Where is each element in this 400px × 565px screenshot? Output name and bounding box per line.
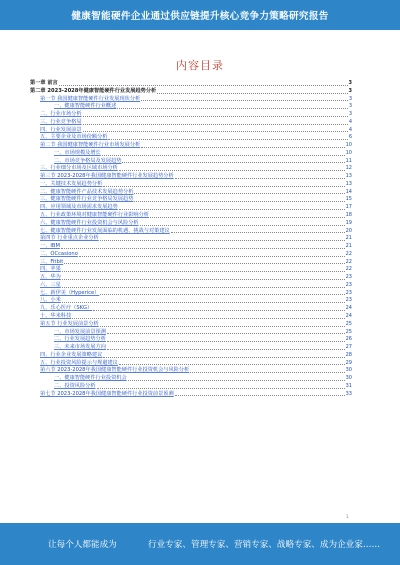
toc-leader-dots — [64, 262, 344, 264]
toc-entry-page: 4 — [348, 118, 352, 125]
toc-leader-dots — [175, 394, 345, 396]
toc-entry-title[interactable]: 一、健康智能硬件行业概述 — [54, 103, 117, 110]
toc-entry-page: 12 — [345, 165, 352, 172]
toc-leader-dots — [107, 332, 345, 334]
toc-leader-dots — [79, 255, 345, 257]
toc-entry-page: 3 — [348, 95, 352, 102]
toc-leader-dots — [83, 123, 348, 125]
toc-entry-title[interactable]: 三、Fitbit — [40, 258, 64, 265]
toc-entry-title[interactable]: 二、健康智能硬件产品技术发展趋势分析 — [40, 188, 134, 195]
toc-leader-dots — [83, 115, 348, 117]
toc-entry-title[interactable]: 第四节 行业重点企业分析 — [40, 235, 99, 242]
toc-leader-dots — [119, 169, 345, 171]
toc-entry-title[interactable]: 第三节 2023-2028年我国健康智能硬件行业发展趋势分析 — [40, 173, 174, 180]
toc-entry[interactable] — [30, 134, 352, 142]
toc-entry-title[interactable]: 二、行业市场分析 — [40, 111, 82, 118]
toc-leader-dots — [83, 130, 348, 132]
toc-entry-page: 22 — [345, 250, 352, 257]
toc-entry[interactable] — [30, 173, 352, 181]
toc-entry-title[interactable]: 九、乐心医疗（SKG） — [40, 305, 93, 312]
toc-entry-title[interactable]: 三、未来市场发展方向 — [54, 344, 106, 351]
toc-leader-dots — [117, 107, 348, 109]
toc-leader-dots — [134, 200, 344, 202]
toc-entry-page: 29 — [345, 359, 352, 366]
toc-entry[interactable] — [30, 220, 352, 228]
toc-entry-title[interactable]: 第二章 2023-2028年健康智能硬件行业发展趋势分析 — [30, 87, 157, 94]
toc-entry-page: 23 — [345, 289, 352, 296]
toc-entry[interactable] — [30, 305, 352, 313]
toc-entry-title[interactable]: 二、行业发展趋势分析 — [54, 336, 106, 343]
toc-leader-dots — [59, 84, 348, 86]
toc-entry-page: 23 — [345, 281, 352, 288]
toc-leader-dots — [72, 317, 344, 319]
toc-entry[interactable] — [30, 274, 352, 282]
toc-entry-page: 26 — [345, 336, 352, 343]
toc-entry[interactable] — [30, 119, 352, 127]
toc-entry-page: 28 — [345, 351, 352, 358]
toc-entry[interactable] — [30, 88, 352, 96]
toc-leader-dots — [62, 270, 345, 272]
toc-entry-page: 15 — [345, 196, 352, 203]
toc-entry[interactable] — [30, 111, 352, 119]
toc-entry[interactable] — [30, 336, 352, 344]
toc-entry-title[interactable]: 第二节 我国健康智能硬件行业市场发展分析 — [40, 142, 141, 149]
toc-entry-title[interactable]: 一、市场规模及增长 — [54, 149, 101, 156]
toc-entry-page: 24 — [345, 305, 352, 312]
toc-leader-dots — [108, 138, 347, 140]
toc-entry-page: 20 — [345, 227, 352, 234]
toc-entry[interactable] — [30, 235, 352, 243]
toc-entry-title[interactable]: 第五节 行业发展前景分析 — [40, 320, 99, 327]
toc-entry-page: 25 — [345, 328, 352, 335]
toc-entry-title[interactable]: 四、行业发展前景 — [40, 126, 82, 133]
toc-leader-dots — [150, 216, 345, 218]
toc-entry-title[interactable]: 七、健康智能硬件行业发展面临的机遇、挑战与对策建议 — [40, 227, 170, 234]
toc-entry-title[interactable]: 六、三星 — [40, 281, 61, 288]
toc-entry-page: 18 — [345, 212, 352, 219]
toc-entry-title[interactable]: 第一章 前言 — [30, 80, 58, 86]
toc-entry-title[interactable]: 二、市场竞争格局及发展趋势 — [54, 157, 122, 164]
toc-title: 内容目录 — [176, 59, 224, 72]
toc-entry-page: 17 — [345, 204, 352, 211]
toc-leader-dots — [128, 379, 345, 381]
toc-leader-dots — [100, 293, 344, 295]
toc-entry-page: 25 — [345, 320, 352, 327]
toc-leader-dots — [61, 247, 345, 249]
toc-entry-page: 23 — [345, 297, 352, 304]
toc-entry-page: 11 — [345, 157, 352, 164]
toc-entry-title[interactable]: 五、行业投资风险提示与规避建议 — [40, 359, 118, 366]
toc-entry[interactable] — [30, 352, 352, 360]
toc-entry-title[interactable]: 一、市场发展前景预测 — [54, 328, 106, 335]
toc-entry-title[interactable]: 二、OCcasiono — [40, 250, 78, 257]
toc-entry-title[interactable]: 一、关键技术发展趋势分析 — [40, 180, 103, 187]
page-number: 1 — [346, 514, 349, 519]
toc-entry-title[interactable]: 一、IBM — [40, 243, 60, 250]
toc-entry[interactable] — [30, 391, 352, 399]
toc-entry-title[interactable]: 第七节 2023-2028年我国健康智能硬件行业投资前景预测 — [40, 390, 174, 397]
toc-leader-dots — [62, 301, 345, 303]
toc-leader-dots — [157, 92, 347, 94]
toc-leader-dots — [103, 356, 344, 358]
report-title: 健康智能硬件企业通过供应链提升核心竞争力策略研究报告 — [71, 11, 329, 22]
toc-entry-page: 19 — [345, 219, 352, 226]
toc-entry[interactable] — [30, 383, 352, 391]
toc-entry-page: 13 — [345, 173, 352, 180]
toc-entry-title[interactable]: 三、行业细分市场及区域市场分析 — [40, 165, 118, 172]
toc-entry-page: 10 — [345, 142, 352, 149]
toc-entry-page: 22 — [345, 258, 352, 265]
toc-entry-page: 10 — [345, 149, 352, 156]
toc-entry[interactable] — [30, 243, 352, 251]
toc-entry[interactable] — [30, 212, 352, 220]
toc-entry-page: 23 — [345, 274, 352, 281]
toc-entry[interactable] — [30, 181, 352, 189]
toc-entry-page: 3 — [348, 111, 352, 118]
toc-entry-title[interactable]: 二、投资风险分析 — [54, 382, 96, 389]
toc-entry[interactable] — [30, 80, 352, 88]
toc-entry-title[interactable]: 七、新伊美（Hyperice） — [40, 289, 100, 296]
toc-entry-title[interactable]: 四、行业企业发展策略建议 — [40, 351, 103, 358]
toc-entry-title[interactable]: 四、苹果 — [40, 266, 61, 273]
toc-entry[interactable] — [30, 290, 352, 298]
toc-leader-dots — [107, 340, 345, 342]
toc-entry[interactable] — [30, 142, 352, 150]
footer-bar — [0, 523, 400, 565]
toc-entry-title[interactable]: 一、健康智能硬件行业投资机会 — [54, 375, 127, 382]
toc-entry[interactable] — [30, 266, 352, 274]
toc-entry-page: 14 — [345, 188, 352, 195]
toc-leader-dots — [93, 309, 344, 311]
toc-entry-title[interactable]: 第一节 我国健康智能硬件行业发展现状分析 — [40, 95, 141, 102]
toc-leader-dots — [62, 286, 345, 288]
toc-leader-dots — [103, 185, 344, 187]
toc-entry[interactable] — [30, 344, 352, 352]
toc-entry-page: 13 — [345, 180, 352, 187]
toc-entry[interactable] — [30, 313, 352, 321]
toc-leader-dots — [175, 177, 345, 179]
toc-entry[interactable] — [30, 103, 352, 111]
toc-leader-dots — [119, 363, 345, 365]
toc-leader-dots — [141, 146, 344, 148]
toc-entry-page: 22 — [345, 266, 352, 273]
toc-leader-dots — [141, 99, 348, 101]
toc-entry-page: 3 — [348, 103, 352, 110]
toc-entry-title[interactable]: 四、应用领域及市场需求发展趋势 — [40, 204, 118, 211]
toc-leader-dots — [190, 371, 344, 373]
toc-entry-title[interactable]: 三、行业竞争格局 — [40, 118, 82, 125]
toc-leader-dots — [100, 325, 345, 327]
toc-leader-dots — [102, 154, 345, 156]
footer-tagline: 行业专家、管理专家、营销专家、战略专家、成为企业家…… — [148, 540, 381, 550]
toc-entry-page: 4 — [348, 126, 352, 133]
toc-entry-page: 21 — [345, 235, 352, 242]
toc-entry-title[interactable]: 十、华米科技 — [40, 312, 72, 319]
toc-leader-dots — [140, 224, 345, 226]
toc-entry[interactable] — [30, 375, 352, 383]
toc-entry-title[interactable]: 六、健康智能硬件行业投资机会与风险分析 — [40, 219, 139, 226]
toc-entry-page: 24 — [345, 312, 352, 319]
toc-entry-page: 33 — [345, 390, 352, 397]
toc-entry-page: 6 — [348, 134, 352, 141]
toc-entry-page: 21 — [345, 243, 352, 250]
toc-entry-title[interactable]: 第六节 2023-2028年我国健康智能硬件行业投资机会与风险分析 — [40, 367, 190, 374]
toc-leader-dots — [62, 278, 345, 280]
toc-entry[interactable] — [30, 204, 352, 212]
toc-entry-page: 27 — [345, 344, 352, 351]
toc-entry-page: 30 — [345, 375, 352, 382]
toc-entry-title[interactable]: 五、主要企业及市场份额分析 — [40, 134, 108, 141]
table-of-contents — [30, 80, 352, 398]
toc-entry[interactable] — [30, 282, 352, 290]
header-bar — [0, 0, 400, 30]
toc-entry-title[interactable]: 三、健康智能硬件行业竞争格局发展趋势 — [40, 196, 134, 203]
toc-entry-page: 3 — [348, 87, 352, 94]
toc-leader-dots — [171, 231, 345, 233]
toc-entry[interactable] — [30, 150, 352, 158]
toc-entry[interactable] — [30, 367, 352, 375]
toc-entry-title[interactable]: 五、行业政策环境对健康智能硬件行业影响分析 — [40, 212, 149, 219]
toc-leader-dots — [119, 208, 345, 210]
toc-leader-dots — [107, 348, 345, 350]
toc-leader-dots — [100, 239, 345, 241]
footer-slogan: 让每个人都能成为 — [48, 540, 117, 550]
toc-leader-dots — [134, 192, 344, 194]
toc-leader-dots — [122, 161, 344, 163]
toc-entry-title[interactable]: 八、小米 — [40, 297, 61, 304]
toc-entry-title[interactable]: 五、华为 — [40, 274, 61, 281]
toc-entry-page: 3 — [348, 80, 352, 86]
toc-entry[interactable] — [30, 259, 352, 267]
toc-entry[interactable] — [30, 321, 352, 329]
toc-leader-dots — [97, 387, 345, 389]
toc-entry[interactable] — [30, 251, 352, 259]
toc-entry-page: 30 — [345, 367, 352, 374]
toc-entry-page: 31 — [345, 382, 352, 389]
